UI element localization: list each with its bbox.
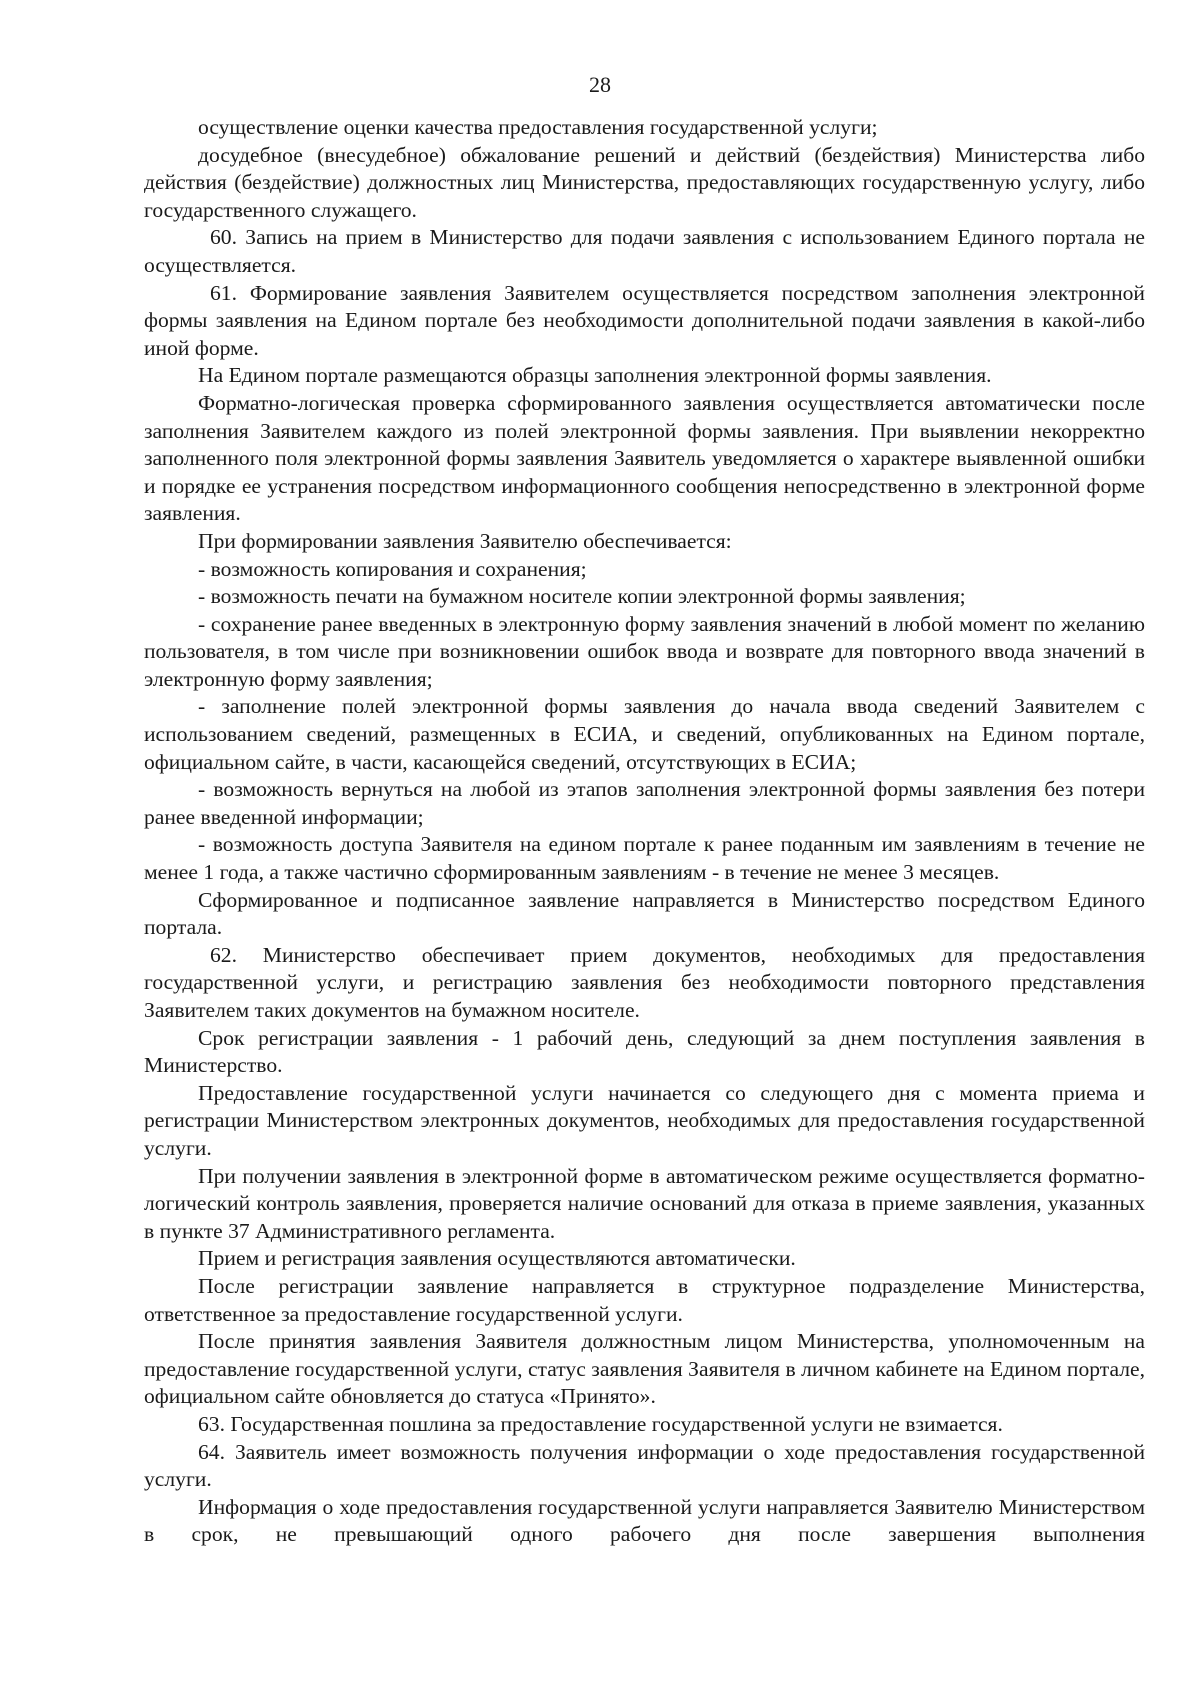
list-item: - заполнение полей электронной формы заявления до начала ввода сведений Заявителем с использованием сведений, размещенных в ЕСИА, и сведений, опубликованных на Едином портале, официальном сайте, в части, касающейся сведений, отсутствующих в ЕСИА; (144, 694, 1145, 774)
paragraph-item-63: 63. Государственная пошлина за предоставление государственной услуги не взимается. (198, 1411, 1003, 1436)
list-item: - возможность доступа Заявителя на едином портале к ранее поданным им заявлениям в течение не менее 1 года, а также частично сформированным заявлениям - в течение не менее 3 месяцев. (144, 832, 1145, 885)
paragraph-item-64: 64. Заявитель имеет возможность получения информации о ходе предоставления государственной услуги. (144, 1439, 1145, 1492)
paragraph: Предоставление государственной услуги начинается со следующего дня с момента приема и регистрации Министерством электронных документов, необходимых для предоставления государственной услуги. (144, 1080, 1145, 1160)
paragraph: При получении заявления в электронной форме в автоматическом режиме осуществляется форматно-логический контроль заявления, проверяется наличие оснований для отказа в приеме заявления, указанных в пункте 37 Административного регламента. (144, 1163, 1145, 1243)
paragraph: Форматно-логическая проверка сформированного заявления осуществляется автоматически после заполнения Заявителем каждого из полей электронной формы заявления. При выявлении некорректно заполненного поля электронной формы заявления Заявитель уведомляется о характере выявленной ошибки и порядке ее устранения посредством информационного сообщения непосредственно в электронной форме заявления. (144, 390, 1145, 526)
paragraph: Прием и регистрация заявления осуществляются автоматически. (198, 1246, 796, 1271)
paragraph: После принятия заявления Заявителя должностным лицом Министерства, уполномоченным на предоставление государственной услуги, статус заявления Заявителя в личном кабинете на Едином портале, официальном сайте обновляется до статуса «Принято». (144, 1329, 1145, 1409)
list-item: - возможность печати на бумажном носителе копии электронной формы заявления; (198, 584, 966, 609)
paragraph: При формировании заявления Заявителю обеспечивается: (198, 528, 732, 553)
paragraph-item-61: 61. Формирование заявления Заявителем осуществляется посредством заполнения электронной формы заявления на Едином портале без необходимости дополнительной подачи заявления в какой-либо иной форме. (144, 280, 1145, 360)
paragraph: осуществление оценки качества предоставления государственной услуги; (198, 115, 878, 139)
list-item: - возможность копирования и сохранения; (198, 556, 587, 581)
paragraph: Срок регистрации заявления - 1 рабочий день, следующий за днем поступления заявления в Министерство. (144, 1025, 1145, 1078)
document-body (144, 114, 1145, 1549)
list-item: - возможность вернуться на любой из этапов заполнения электронной формы заявления без потери ранее введенной информации; (144, 777, 1145, 829)
paragraph-item-60: 60. Запись на прием в Министерство для подачи заявления с использованием Единого портала не осуществляется. (144, 225, 1145, 277)
paragraph: На Едином портале размещаются образцы заполнения электронной формы заявления. (198, 363, 992, 388)
paragraph: Сформированное и подписанное заявление направляется в Министерство посредством Единого портала. (144, 887, 1145, 940)
paragraph: Информация о ходе предоставления государственной услуги направляется Заявителю Министерством в срок, не превышающий одного рабочего дня после завершения выполнения (144, 1494, 1145, 1547)
list-item: - сохранение ранее введенных в электронную форму заявления значений в любой момент по желанию пользователя, в том числе при возникновении ошибок ввода и возврате для повторного ввода значений в электронную форму заявления; (144, 611, 1145, 691)
paragraph: досудебное (внесудебное) обжалование решений и действий (бездействия) Министерства либо действия (бездействие) должностных лиц Министерства, предоставляющих государственную услугу, либо государственного служащего. (144, 142, 1145, 222)
paragraph-item-62: 62. Министерство обеспечивает прием документов, необходимых для предоставления государственной услуги, и регистрацию заявления без необходимости повторного представления Заявителем таких документов на бумажном носителе. (144, 942, 1145, 1022)
page-number: 28 (589, 72, 611, 97)
paragraph: После регистрации заявление направляется в структурное подразделение Министерства, ответственное за предоставление государственной услуги. (144, 1273, 1145, 1326)
